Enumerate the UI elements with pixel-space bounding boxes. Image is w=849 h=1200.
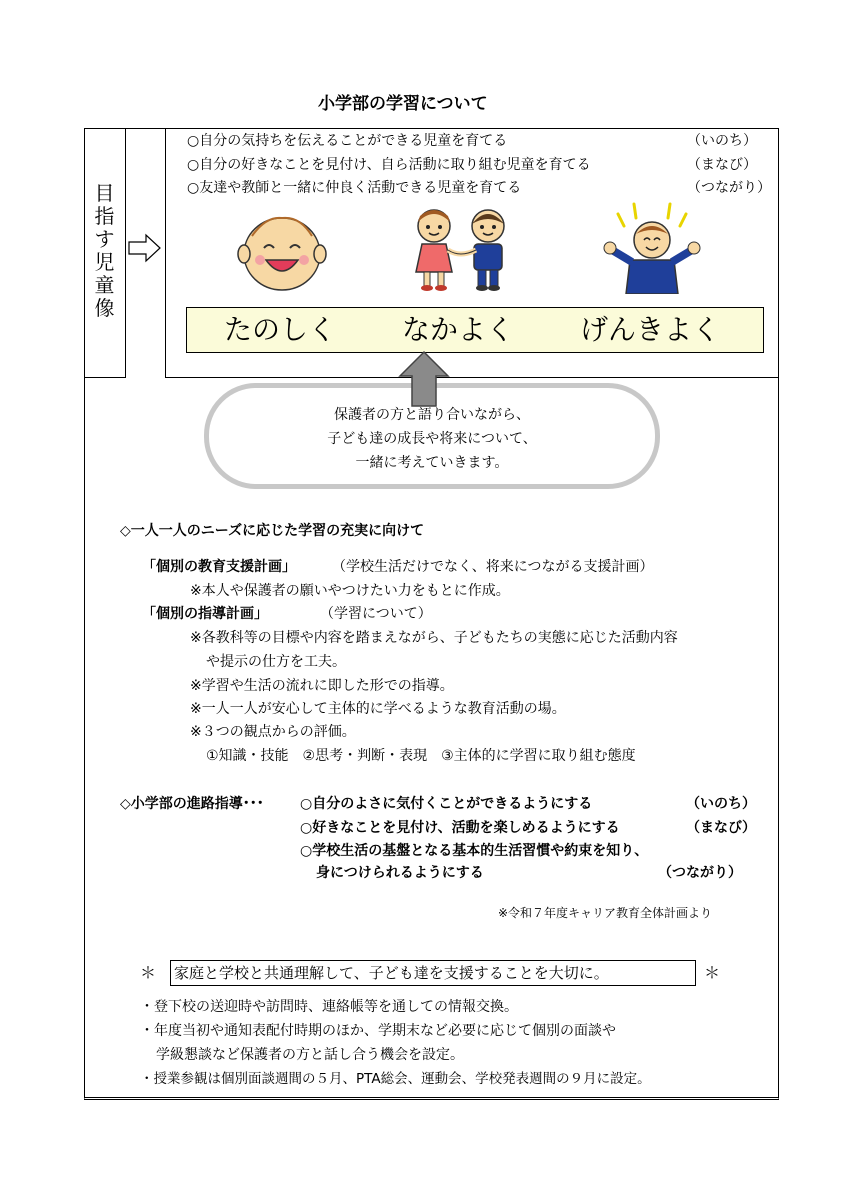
bubble-line: 子ども達の成長や将来について、 (327, 431, 537, 447)
career-tag: （つながり） (658, 865, 742, 881)
career-item: 身につけられるようにする (316, 865, 484, 881)
plan2-note: ※学習や生活の流れに即した形での指導。 (190, 678, 454, 694)
right-arrow-icon (128, 233, 162, 263)
plan2-note: ※各教科等の目標や内容を踏まえながら、子どもたちの実態に応じた活動内容 (190, 630, 678, 646)
bullet-item: ・登下校の送迎時や訪問時、連絡帳等を通しての情報交換。 (140, 999, 518, 1015)
up-arrow-icon (398, 350, 450, 408)
career-item: ○自分のよさに気付くことができるようにする (300, 796, 593, 812)
divider (84, 377, 126, 378)
page-title: 小学部の学習について (318, 94, 488, 114)
bubble-line: 一緒に考えていきます。 (355, 455, 509, 471)
goal-tag: （いのち） (687, 133, 757, 149)
needs-heading: ◇一人一人のニーズに応じた学習の充実に向けて (120, 523, 425, 539)
plan2-note: ①知識・技能 ②思考・判断・表現 ③主体的に学習に取り組む態度 (206, 748, 636, 764)
plan2-note: ※一人一人が安心して主体的に学べるような教育活動の場。 (190, 701, 566, 717)
vertical-label-char: す (94, 227, 115, 251)
children-holding-hands-icon (404, 206, 518, 292)
bullet-item: 学級懇談など保護者の方と話し合う機会を設定。 (156, 1047, 464, 1063)
bullet-item: ・年度当初や通知表配付時期のほか、学期末など必要に応じて個別の面談や (140, 1023, 616, 1039)
goal-text: ○自分の気持ちを伝えることができる児童を育てる (187, 133, 508, 149)
career-heading: ◇小学部の進路指導･･･ (120, 796, 264, 812)
laughing-child-icon (236, 208, 328, 294)
vertical-label-char: 童 (94, 273, 115, 297)
banner-word: たのしく (224, 313, 337, 346)
motto-text: 家庭と学校と共通理解して、子ども達を支援することを大切に。 (174, 964, 609, 982)
plan2-note: や提示の仕方を工夫。 (206, 654, 346, 670)
goal-text: ○友達や教師と一緒に仲良く活動できる児童を育てる (187, 180, 522, 196)
career-item: ○学校生活の基盤となる基本的生活習慣や約束を知り、 (300, 843, 649, 859)
bubble-line: 保護者の方と語り合いながら、 (334, 407, 530, 423)
vertical-label-char: 指 (94, 204, 115, 228)
plan2-title: 「個別の指導計画」 (142, 606, 268, 622)
plan2-note: ※３つの観点からの評価。 (190, 724, 356, 740)
motto-star-left: ＊ (140, 963, 157, 982)
plan1-desc: （学校生活だけでなく、将来につながる支援計画） (332, 559, 654, 575)
banner-word: げんきよく (580, 313, 721, 346)
goal-tag: （つながり） (687, 180, 771, 196)
vertical-label (84, 182, 125, 320)
career-tag: （まなび） (686, 820, 756, 836)
plan2-desc: （学習について） (320, 606, 432, 622)
bullet-item: ・授業参観は個別面談週間の５月、PTA総会、運動会、学校発表週間の９月に設定。 (140, 1071, 651, 1087)
vertical-label-char: 目 (94, 181, 115, 205)
goal-tag: （まなび） (687, 157, 757, 173)
plan1-note: ※本人や保護者の願いやつけたい力をもとに作成。 (190, 583, 510, 599)
career-source: ※令和７年度キャリア教育全体計画より (498, 906, 713, 920)
career-tag: （いのち） (686, 796, 756, 812)
career-item: ○好きなことを見付け、活動を楽しめるようにする (300, 820, 620, 836)
vertical-label-char: 児 (94, 250, 115, 274)
motto-star-right: ＊ (704, 963, 721, 982)
plan1-title: 「個別の教育支援計画」 (142, 559, 296, 575)
banner-word: なかよく (402, 313, 515, 346)
goal-text: ○自分の好きなことを見付け、自ら活動に取り組む児童を育てる (187, 157, 591, 173)
vertical-label-char: 像 (94, 296, 115, 320)
energetic-child-icon (600, 198, 704, 294)
